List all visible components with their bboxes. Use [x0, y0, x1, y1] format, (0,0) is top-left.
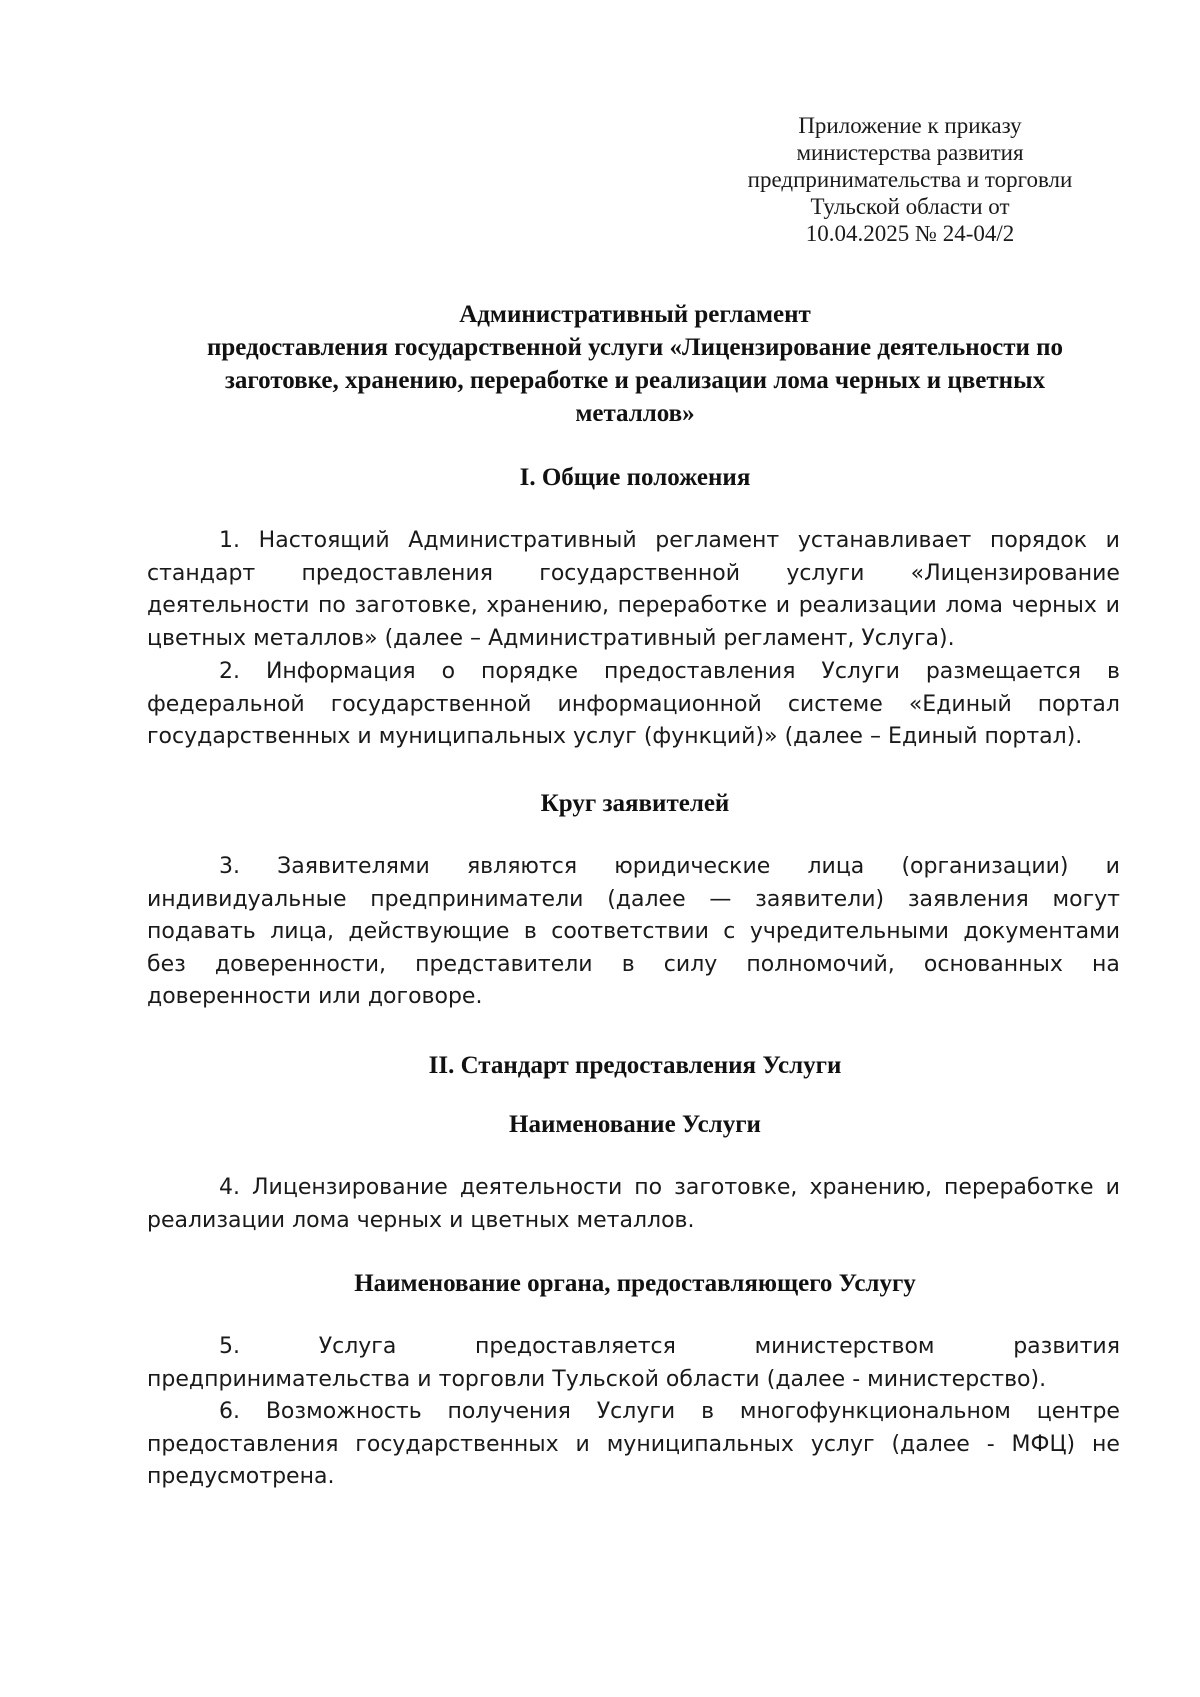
paragraph-5: [147, 1331, 1120, 1396]
approval-block: [700, 112, 1120, 247]
paragraph-line: предоставления государственных и муниципальных услуг (далее - МФЦ) не: [147, 1431, 1120, 1457]
paragraph-line: реализации лома черных и цветных металлов.: [147, 1207, 695, 1233]
paragraph-line: цветных металлов» (далее – Административный регламент, Услуга).: [147, 625, 955, 651]
paragraph-6: [147, 1396, 1120, 1494]
paragraph-4: [147, 1172, 1120, 1237]
approval-line: Тульской области от: [810, 194, 1010, 219]
paragraph-line: 3. Заявителями являются юридические лица (организации) и: [219, 854, 1120, 879]
title-line: Административный регламент: [459, 301, 811, 328]
paragraph-line: стандарт предоставления государственной услуги «Лицензирование: [147, 560, 1120, 586]
paragraph-line: 2. Информация о порядке предоставления Услуги размещается в: [219, 659, 1120, 684]
approval-line: министерства развития: [796, 140, 1024, 165]
paragraph-line: индивидуальные предприниматели (далее — заявители) заявления могут: [147, 886, 1120, 912]
section-heading-authority: Наименование органа, предоставляющего Услугу: [354, 1270, 916, 1297]
section-heading-service-name: Наименование Услуги: [509, 1111, 761, 1138]
paragraph-line: государственных и муниципальных услуг (функций)» (далее – Единый портал).: [147, 724, 1083, 749]
section-heading-general: I. Общие положения: [519, 464, 751, 491]
paragraph-3: [147, 851, 1120, 1014]
paragraph-line: предпринимательства и торговли Тульской области (далее - министерство).: [147, 1366, 1047, 1392]
approval-line: предпринимательства и торговли: [747, 167, 1073, 192]
paragraph-line: 4. Лицензирование деятельности по заготовке, хранению, переработке и: [219, 1175, 1120, 1200]
section-heading-applicants: Круг заявителей: [540, 790, 730, 817]
title-line: заготовке, хранению, переработке и реализации лома черных и цветных: [224, 367, 1046, 394]
document-title: [140, 298, 1130, 430]
paragraph-line: предусмотрена.: [147, 1464, 335, 1489]
paragraph-line: подавать лица, действующие в соответствии с учредительными документами: [147, 919, 1120, 944]
paragraph-1: [147, 525, 1120, 655]
paragraph-line: деятельности по заготовке, хранению, переработке и реализации лома черных и: [147, 593, 1120, 618]
paragraph-line: 6. Возможность получения Услуги в многофункциональном центре: [219, 1399, 1120, 1424]
title-line: предоставления государственной услуги «Лицензирование деятельности по: [206, 334, 1064, 361]
paragraph-line: доверенности или договоре.: [147, 984, 483, 1009]
paragraph-line: федеральной государственной информационной системе «Единый портал: [147, 691, 1120, 717]
paragraph-line: 5. Услуга предоставляется министерством развития: [219, 1334, 1120, 1359]
approval-line: Приложение к приказу: [798, 113, 1022, 138]
paragraph-line: 1. Настоящий Административный регламент устанавливает порядок и: [219, 528, 1120, 553]
paragraph-2: [147, 656, 1120, 754]
section-heading-standard: II. Стандарт предоставления Услуги: [428, 1052, 842, 1079]
title-line: металлов»: [575, 400, 695, 427]
approval-line: 10.04.2025 № 24-04/2: [805, 221, 1015, 246]
paragraph-line: без доверенности, представители в силу полномочий, основанных на: [147, 951, 1120, 977]
